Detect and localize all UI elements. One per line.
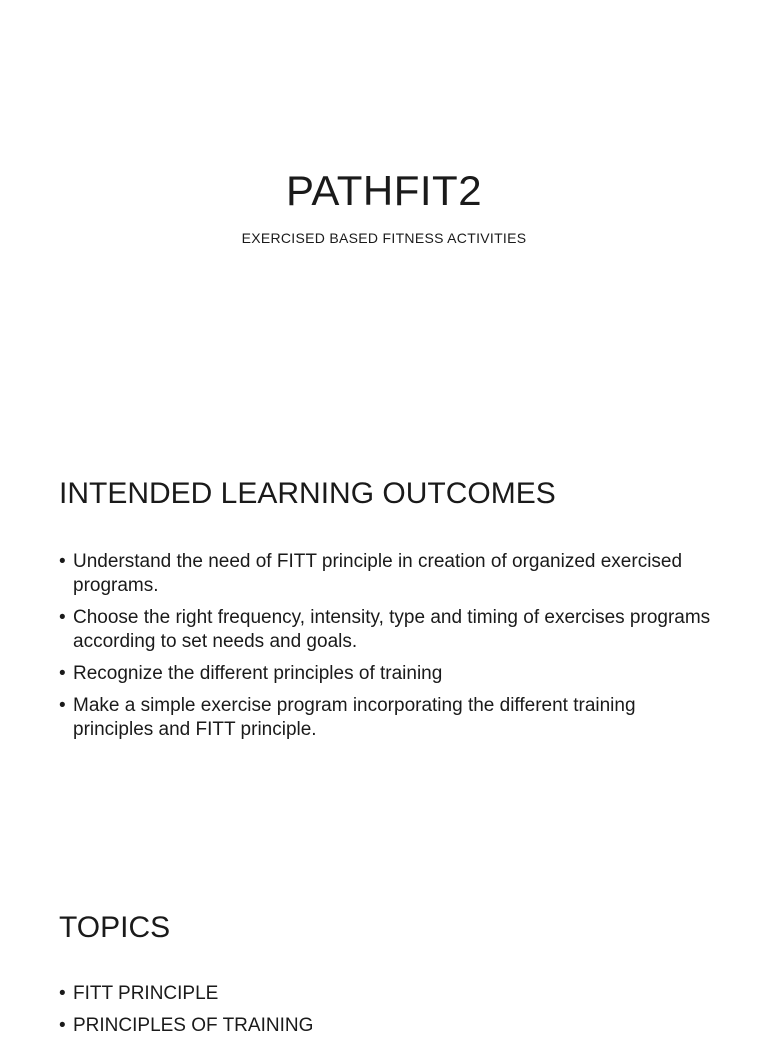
title-slide bbox=[0, 0, 768, 432]
outcome-item: • Make a simple exercise program incorporating the different training principles and FITT principle. bbox=[59, 694, 719, 742]
slide-title: PATHFIT2 bbox=[285, 167, 483, 214]
learning-outcomes-slide bbox=[0, 432, 768, 864]
topics-list bbox=[59, 982, 719, 1046]
outcome-item: • Understand the need of FITT principle in creation of organized exercised programs. bbox=[59, 550, 719, 598]
topics-heading: TOPICS bbox=[59, 911, 171, 944]
outcome-item: • Recognize the different principles of training bbox=[59, 662, 719, 686]
topic-item: • FITT PRINCIPLE bbox=[59, 982, 719, 1006]
slide-subtitle: EXERCISED BASED FITNESS ACTIVITIES bbox=[241, 230, 527, 246]
outcome-item: • Choose the right frequency, intensity, type and timing of exercises programs according to set needs and goals. bbox=[59, 606, 719, 654]
outcomes-list bbox=[59, 550, 719, 750]
topics-slide bbox=[0, 864, 768, 1036]
topic-item: • PRINCIPLES OF TRAINING bbox=[59, 1014, 719, 1038]
outcomes-heading: INTENDED LEARNING OUTCOMES bbox=[59, 477, 556, 510]
